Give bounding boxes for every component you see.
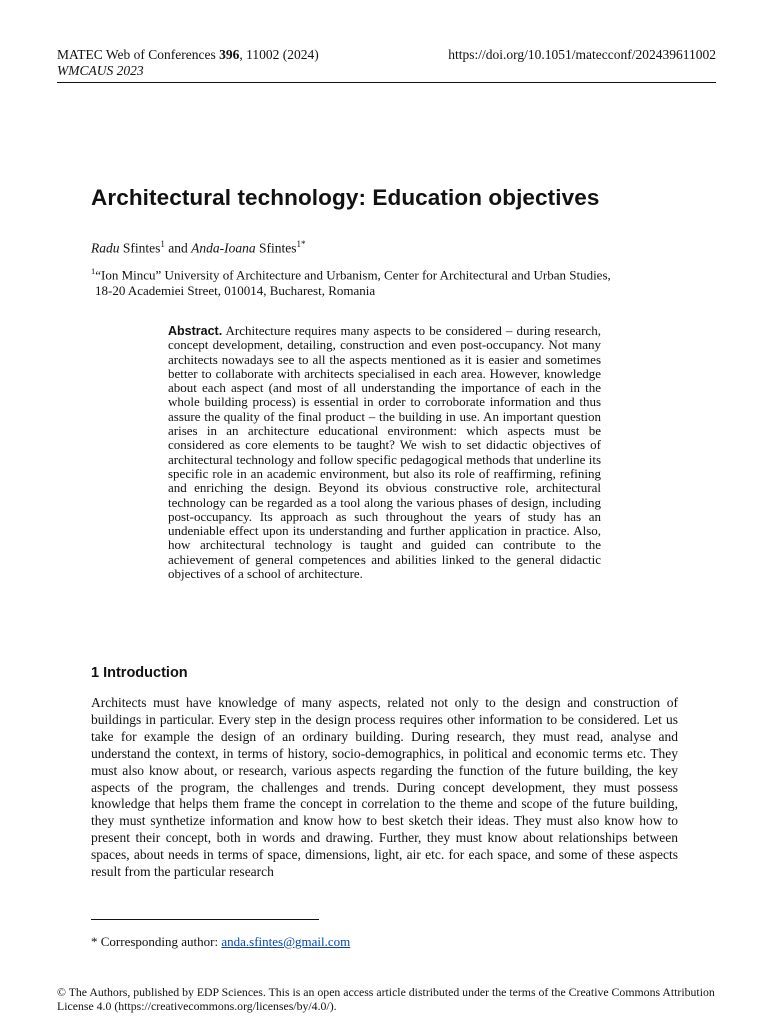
- footnote: * Corresponding author: anda.sfintes@gmail.com: [91, 934, 351, 949]
- abstract-label: Abstract.: [168, 324, 223, 338]
- abstract-text: Architecture requires many aspects to be considered – during research, concept development, detailing, construction and even post-occupancy. Not many architects nowadays see to all the aspects mentioned as it is easier and sometimes better to collaborate with architects specialised in each area. However, knowledge about each aspect (and most of all understanding the importance of each in the whole building process) is essential in order to corroborate information and thus assure the quality of the final product – the building in use. An important question arises in an architecture educational environment: which aspects must be considered as core elements to be taught? We wish to set didactic objectives of architectural technology and follow specific pedagogical methods that underline its specific role in an academic environment, but also its role of reaffirming, refining and enriching the design. Beyond its obvious constructive role, architectural technology can be regarded as a tool along the various phases of design, including post-occupancy. Its approach as such throughout the years of study has an undeniable effect upon its understanding and further application in practice. Also, how architectural technology is taught and guided can contribute to the achievement of general competences and abilities linked to the general didactic objectives of a school of architecture.: [168, 323, 601, 582]
- email-link[interactable]: anda.sfintes@gmail.com: [221, 934, 351, 949]
- author-1-given: Radu: [91, 240, 120, 256]
- paper-title: Architectural technology: Education objectives: [91, 185, 600, 210]
- author-1-family: Sfintes: [119, 240, 161, 256]
- affiliation: $^1$“Ion Mincu” University of Architecture and Urbanism, Center for Architectural and Urban Studies, 18-20 Academiei Street, 010014, Bucharest, Romania: [91, 266, 611, 299]
- author-2-family: Sfintes: [255, 240, 297, 256]
- section-heading-introduction: 1 Introduction: [91, 665, 188, 681]
- introduction-paragraph: Architects must have knowledge of many aspects, related not only to the design and construction of buildings in particular. Every step in the design process requires other information to be considered. Let us take for example the design of an ordinary building. During research, they must read, analyse and understand the context, in terms of history, socio-demographics, in political and economic terms etc. They must also know about, or research, various aspects regarding the function of the future building, the key aspects of the program, the challenges and trends. During concept development, they must possess knowledge that helps them frame the concept in correlation to the theme and scope of the future building, they must synthetize information and know how to best sketch their ideas. They must also know how to present their concept, both in words and drawing. Further, they must know about relationships between spaces, about needs in terms of space, dimensions, light, air etc. for each space, and some of these aspects result from the particular research: [91, 695, 678, 880]
- running-header-left: [57, 47, 319, 79]
- footnote-divider: [91, 919, 319, 920]
- doi-link[interactable]: https://doi.org/10.1051/matecconf/202439611002: [448, 47, 716, 62]
- header-divider: [57, 82, 716, 83]
- journal-citation: MATEC Web of Conferences 396, 11002 (2024): [57, 47, 319, 62]
- license-notice: © The Authors, published by EDP Sciences. This is an open access article distributed under the terms of the Creative Commons Attribution License 4.0 (https://creativecommons.org/licenses/by/4.0/).: [57, 985, 715, 1013]
- author-list: Radu Sfintes$^1$ and Anda-Ioana Sfintes$^{1*}$: [91, 239, 306, 256]
- abstract: [168, 324, 601, 581]
- workshop-name: WMCAUS 2023: [57, 63, 144, 78]
- author-2-given: Anda-Ioana: [191, 240, 256, 256]
- volume-number: 396: [219, 47, 240, 62]
